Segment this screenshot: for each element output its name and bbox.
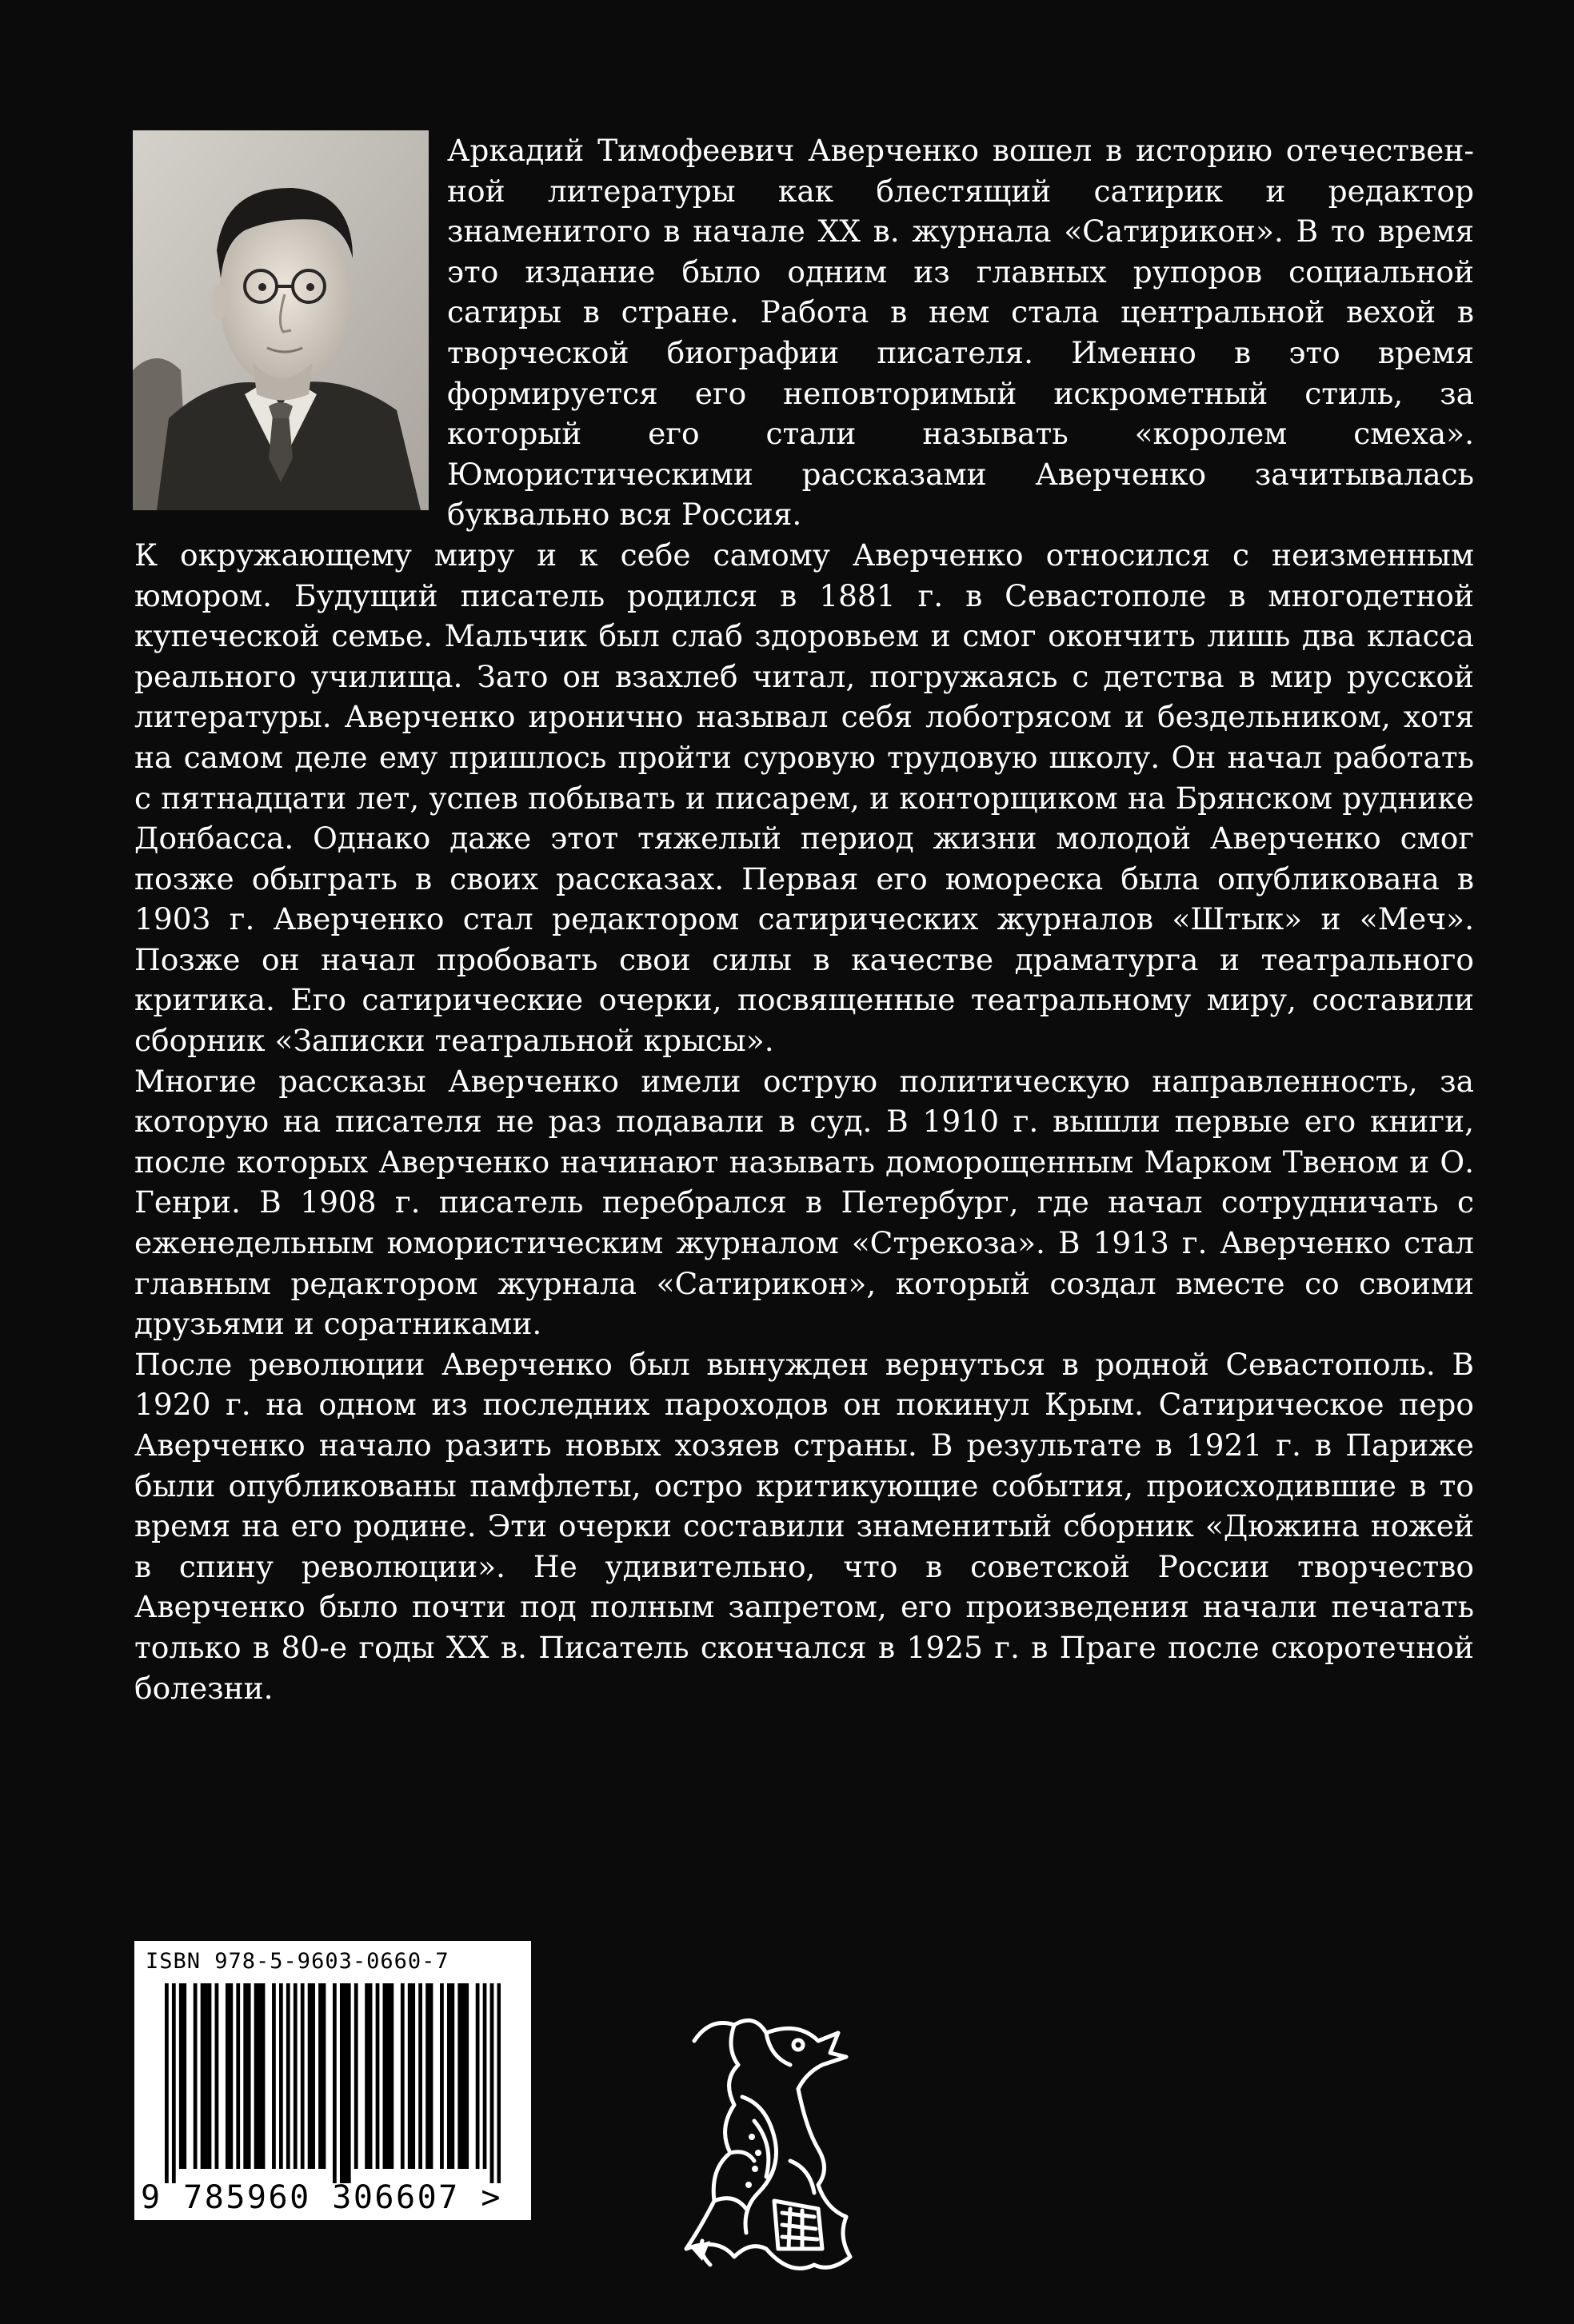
biography-paragraph: Аркадий Тимофеевич Аверченко вошел в историю отечественной литературы как блестящий сатирик и редактор знаменитого в начале XX в. журнала «Сатирикон». В то время это издание было одним из главных рупоров социальной сатиры в стране. Работа в нем стала центральной вехой в творческой биографии писателя. Именно в это время формируется его неповторимый искрометный стиль, за который его стали называть «королем смеха». Юмористическими рассказами Аверченко зачитывалась буквально вся Россия. [447,133,1474,533]
isbn-number: ISBN 978-5-9603-0660-7 [146,1949,449,1974]
biography-paragraph: К окружающему миру и к себе самому Аверченко относился с неизменным юмором. Будущий писатель родился в 1881 г. в Севастополе в многодетной купеческой семье. Мальчик был слаб здоровьем и смог окончить лишь два класса реального училища. Зато он взахлеб читал, погружаясь с детства в мир русской литературы. Аверченко иронично называл себя лоботрясом и бездельником, хотя на самом деле ему пришлось пройти суровую трудовую школу. Он начал работать с пятнадцати лет, успев побывать и писарем, и конторщиком на Брянском руднике Донбасса. Однако даже этот тяжелый период жизни молодой Аверченко смог позже обыграть в своих рассказах. Первая его юмореска была опубликована в 1903 г. Аверченко стал редактором сатирических журналов «Штык» и «Меч». Позже он начал пробовать свои силы в качестве драматурга и театрального критика. Его сатирические очерки, посвященные театральному миру, составили сборник «Записки театральной крысы». [134,537,1474,1059]
biography-text [134,130,1474,1708]
publisher-logo-icon [678,2009,857,2281]
biography-paragraph: Многие рассказы Аверченко имели острую политическую направленность, за которую на писателя не раз подавали в суд. В 1910 г. вышли первые его книги, после которых Аверченко начинают называть доморощенным Марком Твеном и О. Генри. В 1908 г. писатель перебрался в Петербург, где начал сотрудничать с еженедельным юмористическим журналом «Стрекоза». В 1913 г. Аверченко стал главным редактором журнала «Сатирикон», который создал вместе со своими друзьями и соратниками. [134,1063,1474,1342]
isbn-barcode [134,1941,531,2220]
barcode-bars [165,1983,501,2183]
biography-paragraph: После революции Аверченко был вынужден вернуться в родной Севастополь. В 1920 г. на одном из последних пароходов он покинул Крым. Сатирическое перо Аверченко начало разить новых хозяев страны. В результате в 1921 г. в Париже были опубликованы памфлеты, остро критикующие события, происходившие в то время на его родине. Эти очерки составили знаменитый сборник «Дюжина ножей в спину революции». Не удивительно, что в советской России творчество Аверченко было почти под полным запретом, его произведения начали печатать только в 80-е годы XX в. Писатель скончался в 1925 г. в Праге после скоротечной болезни. [134,1346,1474,1706]
barcode-digits: 9 785960 306607 > [141,2179,502,2216]
